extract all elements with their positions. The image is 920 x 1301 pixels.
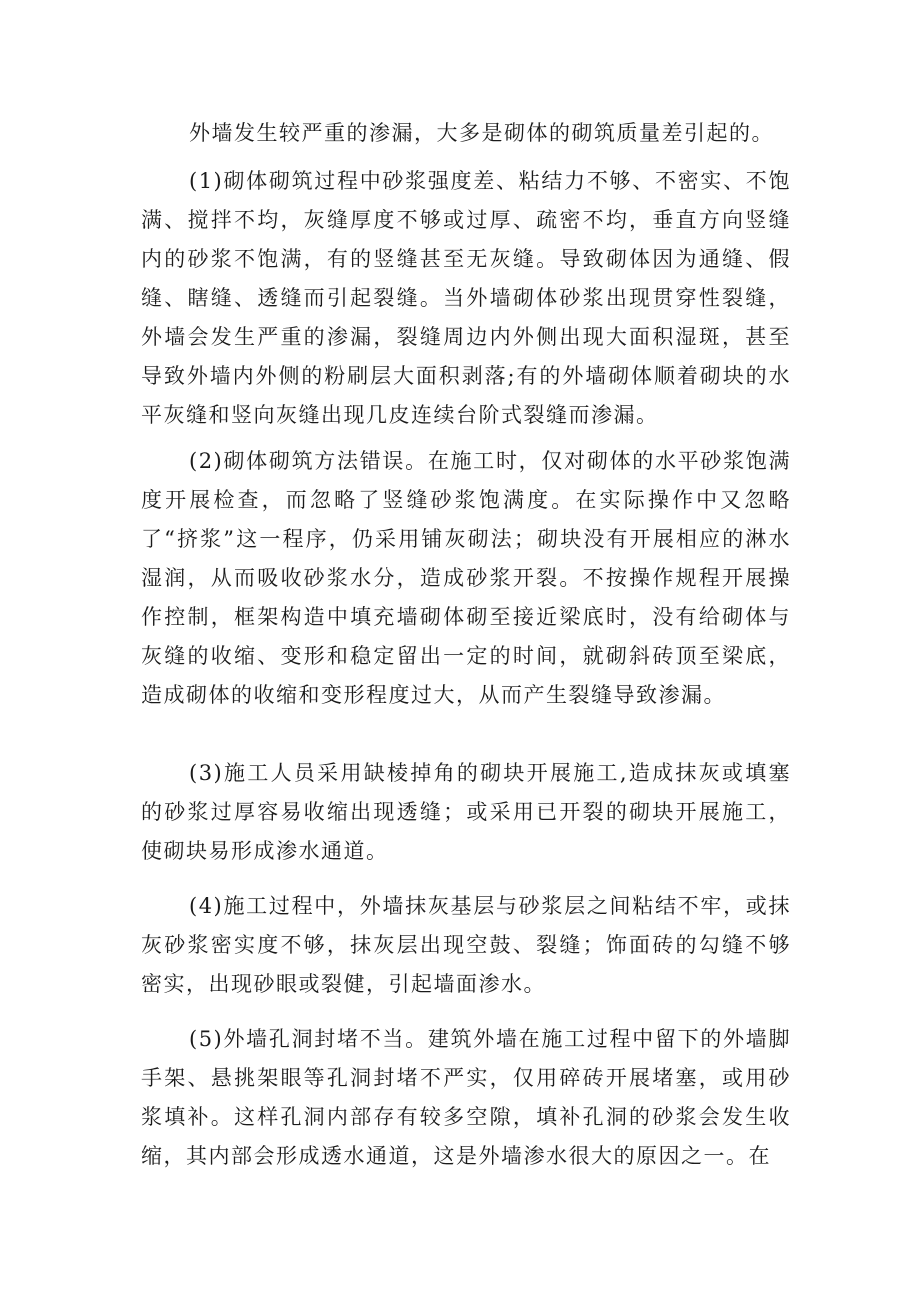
paragraph-text: (3)施工人员采用缺棱掉角的砌块开展施工,造成抹灰或填塞的砂浆过厚容易收缩出现透缝；或采用已开裂的砌块开展施工，使砌块易形成渗水通道。 — [141, 761, 791, 863]
paragraph-text: 外墙发生较严重的渗漏，大多是砌体的砌筑质量差引起的。 — [189, 121, 774, 145]
paragraph-text: (2)砌体砌筑方法错误。在施工时，仅对砌体的水平砂浆饱满度开展检查，而忽略了竖缝砂浆饱满度。在实际操作中又忽略了“挤浆”这一程序，仍采用铺灰砌法；砌块没有开展相应的淋水湿润，从而吸收砂浆水分，造成砂浆开裂。不按操作规程开展操作控制，框架构造中填充墙砌体砌至接近梁底时，没有给砌体与灰缝的收缩、变形和稳定留出一定的时间，就砌斜砖顶至梁底，造成砌体的收缩和变形程度过大，从而产生裂缝导致渗漏。 — [141, 449, 791, 707]
paragraph-3 — [141, 754, 791, 871]
paragraph-2 — [141, 442, 791, 715]
paragraph-text: (1)砌体砌筑过程中砂浆强度差、粘结力不够、不密实、不饱满、搅拌不均，灰缝厚度不够或过厚、疏密不均，垂直方向竖缝内的砂浆不饱满，有的竖缝甚至无灰缝。导致砌体因为通缝、假缝、瞎缝、透缝而引起裂缝。当外墙砌体砂浆出现贯穿性裂缝，外墙会发生严重的渗漏，裂缝周边内外侧出现大面积湿斑，甚至导致外墙内外侧的粉刷层大面积剥落;有的外墙砌体顺着砌块的水平灰缝和竖向灰缝出现几皮连续台阶式裂缝而渗漏。 — [141, 169, 791, 427]
paragraph-5 — [141, 1020, 791, 1176]
intro-paragraph — [141, 114, 791, 153]
paragraph-text: (4)施工过程中，外墙抹灰基层与砂浆层之间粘结不牢，或抹灰砂浆密实度不够，抹灰层出现空鼓、裂缝；饰面砖的勾缝不够密实，出现砂眼或裂健，引起墙面渗水。 — [141, 894, 791, 996]
paragraph-4 — [141, 887, 791, 1004]
paragraph-text: (5)外墙孔洞封堵不当。建筑外墙在施工过程中留下的外墙脚手架、悬挑架眼等孔洞封堵不严实，仅用碎砖开展堵塞，或用砂浆填补。这样孔洞内部存有较多空隙，填补孔洞的砂浆会发生收缩，其内部会形成透水通道，这是外墙渗水很大的原因之一。在 — [141, 1027, 791, 1168]
paragraph-1 — [141, 162, 791, 435]
